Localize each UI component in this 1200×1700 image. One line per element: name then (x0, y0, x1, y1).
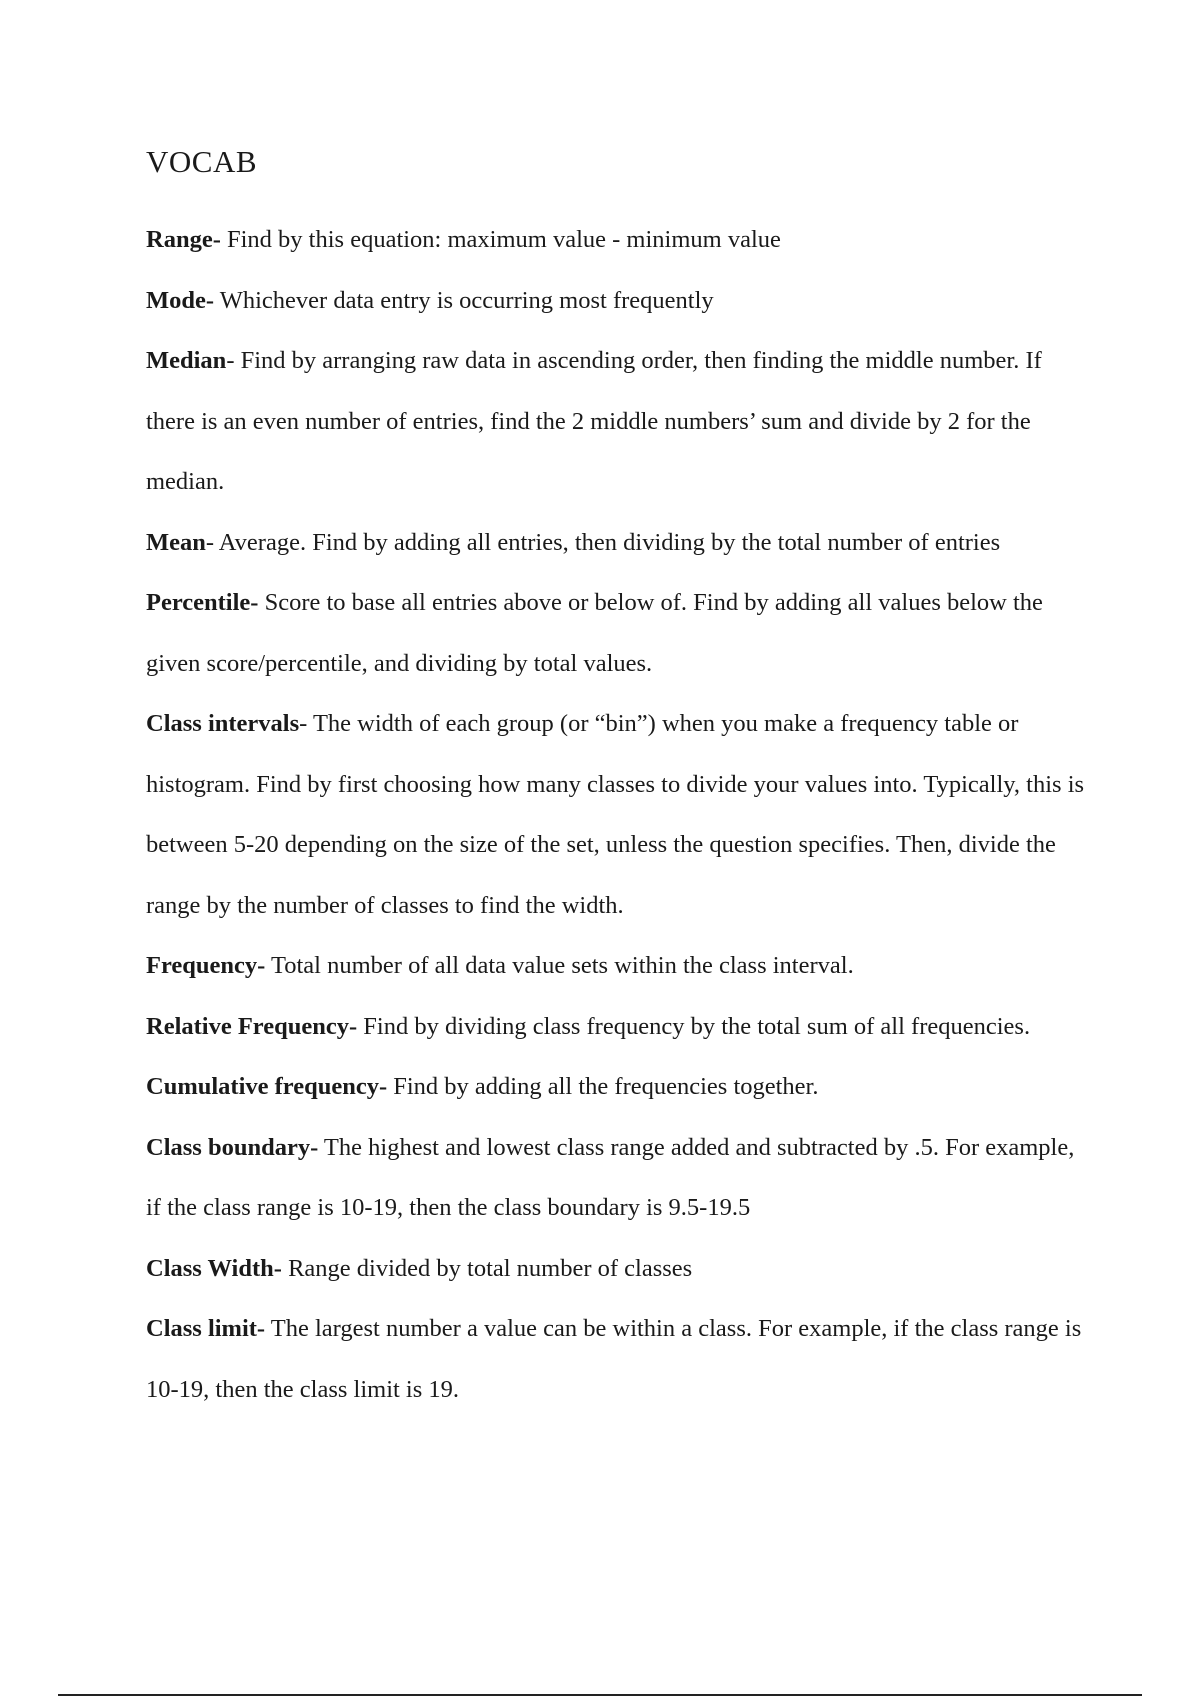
vocab-definition: - The width of each group (or “bin”) when you make a frequency table or histogram. Find by first choosing how many classes to divide your values into. Typically, this is between 5-20 depending on the size of the set, unless the question specifies. Then, divide the range by the number of classes to find the width. (146, 710, 1085, 919)
vocab-term: Range- (146, 226, 221, 253)
vocab-term: Class intervals (146, 710, 300, 737)
vocab-entry-percentile (146, 573, 1086, 694)
vocab-definition: - Average. Find by adding all entries, then dividing by the total number of entries (205, 528, 1001, 556)
vocab-definition: Score to base all entries above or below of. Find by adding all values below the given score/percentile, and dividing by total values. (146, 589, 1043, 677)
vocab-term: Frequency- (146, 952, 266, 979)
vocab-definition: Total number of all data value sets within the class interval. (265, 952, 854, 979)
vocab-entry-class-boundary (146, 1118, 1086, 1239)
vocab-definition: Find by adding all the frequencies together. (387, 1073, 819, 1100)
vocab-term: Class boundary- (146, 1133, 319, 1161)
page-title: VOCAB (146, 144, 258, 179)
vocab-entry-class-limit (146, 1299, 1086, 1420)
vocab-entry-relative-frequency (146, 997, 1086, 1058)
vocab-definition: - Find by arranging raw data in ascending order, then finding the middle number. If there is an even number of entries, find the 2 middle numbers’ sum and divide by 2 for the median. (146, 347, 1042, 495)
vocab-entry-frequency (146, 936, 1086, 997)
vocab-entry-class-width (146, 1239, 1086, 1300)
vocab-term: Relative Frequency- (146, 1012, 358, 1040)
vocab-list (146, 210, 1086, 1420)
vocab-entry-cumulative-frequency (146, 1057, 1086, 1118)
vocab-definition: The highest and lowest class range added and subtracted by .5. For example, if the class range is 10-19, then the class boundary is 9.5-19.5 (146, 1133, 1075, 1221)
vocab-entry-median (146, 331, 1086, 513)
vocab-term: Mode- (146, 286, 215, 314)
vocab-term: Cumulative frequency- (146, 1073, 388, 1100)
vocab-term: Mean (146, 528, 206, 556)
vocab-term: Median (146, 347, 227, 374)
page-bottom-rule (58, 1694, 1142, 1696)
vocab-term: Percentile- (146, 589, 259, 616)
vocab-term: Class Width- (146, 1254, 282, 1282)
vocab-definition: Find by dividing class frequency by the total sum of all frequencies. (357, 1012, 1031, 1040)
vocab-entry-mode (146, 271, 1086, 332)
vocab-entry-class-intervals (146, 694, 1086, 936)
vocab-term: Class limit- (146, 1315, 266, 1342)
vocab-definition: The largest number a value can be within a class. For example, if the class range is 10-19, then the class limit is 19. (146, 1315, 1082, 1403)
vocab-definition: Range divided by total number of classes (281, 1254, 693, 1282)
vocab-entry-range (146, 210, 1086, 271)
vocab-definition: Whichever data entry is occurring most frequently (214, 286, 714, 314)
vocab-entry-mean (146, 513, 1086, 574)
vocab-definition: Find by this equation: maximum value - minimum value (220, 226, 781, 253)
